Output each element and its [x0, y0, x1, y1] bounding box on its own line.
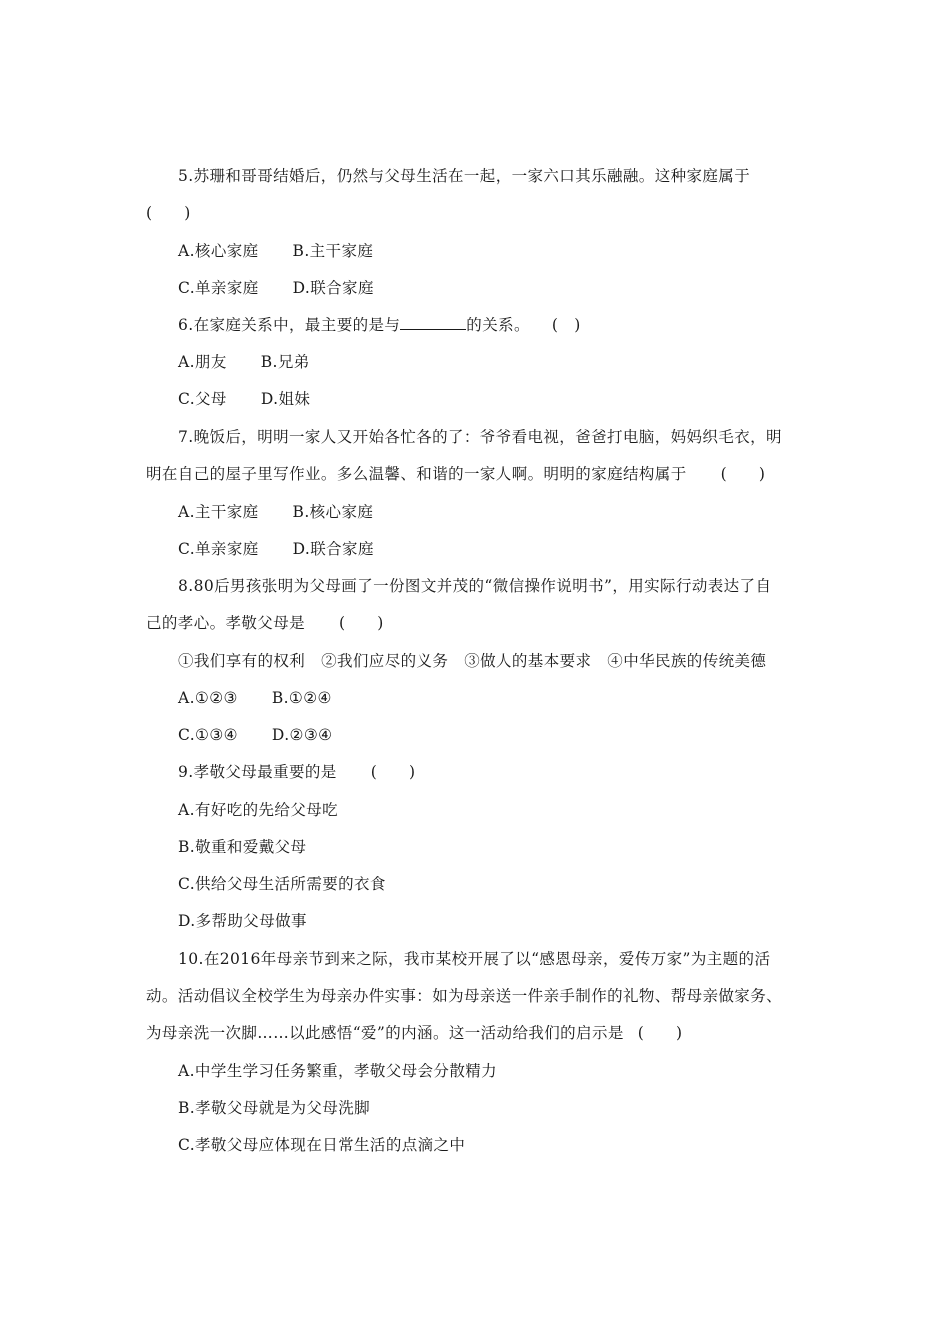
q5-option-a: A.核心家庭 [178, 242, 259, 260]
q5-option-c: C.单亲家庭 [178, 279, 259, 297]
q9-option-b: B.敬重和爱戴父母 [178, 838, 307, 856]
q5-option-d: D.联合家庭 [292, 279, 374, 297]
q10-option-a: A.中学生学习任务繁重，孝敬父母会分散精力 [178, 1062, 498, 1080]
q8-stem-line2-row [146, 613, 384, 633]
q8-option-d: D.②③④ [271, 726, 333, 744]
q10-stem-line1: 10.在2016年母亲节到来之际，我市某校开展了以“感恩母亲，爱传万家”为主题的活 [178, 950, 771, 968]
q8-options-cd [178, 725, 332, 745]
q5-options-ab [178, 241, 373, 261]
q10-option-c: C.孝敬父母应体现在日常生活的点滴之中 [178, 1136, 466, 1154]
q7-answer-paren: ( ) [720, 465, 766, 483]
q6-option-a: A.朋友 [178, 353, 227, 371]
q8-option-b: B.①②④ [271, 689, 332, 707]
q6-stem-before: 6.在家庭关系中，最主要的是与 [178, 316, 401, 334]
q6-option-b: B.兄弟 [260, 353, 310, 371]
q7-stem-line1: 7.晚饭后，明明一家人又开始各忙各的了：爷爷看电视，爸爸打电脑，妈妈织毛衣，明 [178, 428, 782, 446]
q8-option-c: C.①③④ [178, 726, 238, 744]
q10-stem-line3-row [146, 1023, 682, 1043]
q10-answer-paren: ( ) [637, 1024, 683, 1042]
q6-options-cd [178, 389, 310, 409]
q6-answer-paren: ( ) [551, 316, 581, 334]
q7-option-a: A.主干家庭 [178, 503, 259, 521]
q7-option-c: C.单亲家庭 [178, 540, 259, 558]
q5-stem-line1: 5.苏珊和哥哥结婚后，仍然与父母生活在一起，一家六口其乐融融。这种家庭属于 [178, 167, 751, 185]
q5-options-cd [178, 278, 374, 298]
q8-option-a: A.①②③ [178, 689, 238, 707]
q9-stem: 9.孝敬父母最重要的是 [178, 763, 337, 781]
q8-options-ab [178, 688, 332, 708]
q9-answer-paren: ( ) [370, 763, 416, 781]
q10-stem-line3: 为母亲洗一次脚……以此感悟“爱”的内涵。这一活动给我们的启示是 [146, 1024, 624, 1042]
q7-stem-line2: 明在自己的屋子里写作业。多么温馨、和谐的一家人啊。明明的家庭结构属于 [146, 465, 687, 483]
q7-option-d: D.联合家庭 [292, 540, 374, 558]
q5-option-b: B.主干家庭 [292, 242, 374, 260]
q8-stem-line1: 8.80后男孩张明为父母画了一份图文并茂的“微信操作说明书”，用实际行动表达了自 [178, 577, 772, 595]
q9-stem-row [178, 762, 415, 782]
q6-fill-blank [400, 315, 466, 330]
q6-stem-after: 的关系。 [466, 316, 530, 334]
q6-stem [178, 315, 581, 335]
q6-option-c: C.父母 [178, 390, 227, 408]
q7-options-cd [178, 539, 374, 559]
q7-option-b: B.核心家庭 [292, 503, 374, 521]
q9-option-c: C.供给父母生活所需要的衣食 [178, 875, 386, 893]
q5-answer-paren: ( ) [146, 204, 191, 222]
q8-stem-line2: 己的孝心。孝敬父母是 [146, 614, 306, 632]
q6-option-d: D.姐妹 [260, 390, 311, 408]
q9-option-a: A.有好吃的先给父母吃 [178, 801, 339, 819]
q10-stem-line2: 动。活动倡议全校学生为母亲办件实事：如为母亲送一件亲手制作的礼物、帮母亲做家务、 [146, 987, 783, 1005]
q8-answer-paren: ( ) [339, 614, 384, 632]
q10-option-b: B.孝敬父母就是为父母洗脚 [178, 1099, 371, 1117]
q7-stem-line2-row [146, 464, 765, 484]
q6-options-ab [178, 352, 310, 372]
q8-statements: ①我们享有的权利 ②我们应尽的义务 ③做人的基本要求 ④中华民族的传统美德 [178, 652, 767, 670]
q7-options-ab [178, 502, 373, 522]
q9-option-d: D.多帮助父母做事 [178, 912, 307, 930]
